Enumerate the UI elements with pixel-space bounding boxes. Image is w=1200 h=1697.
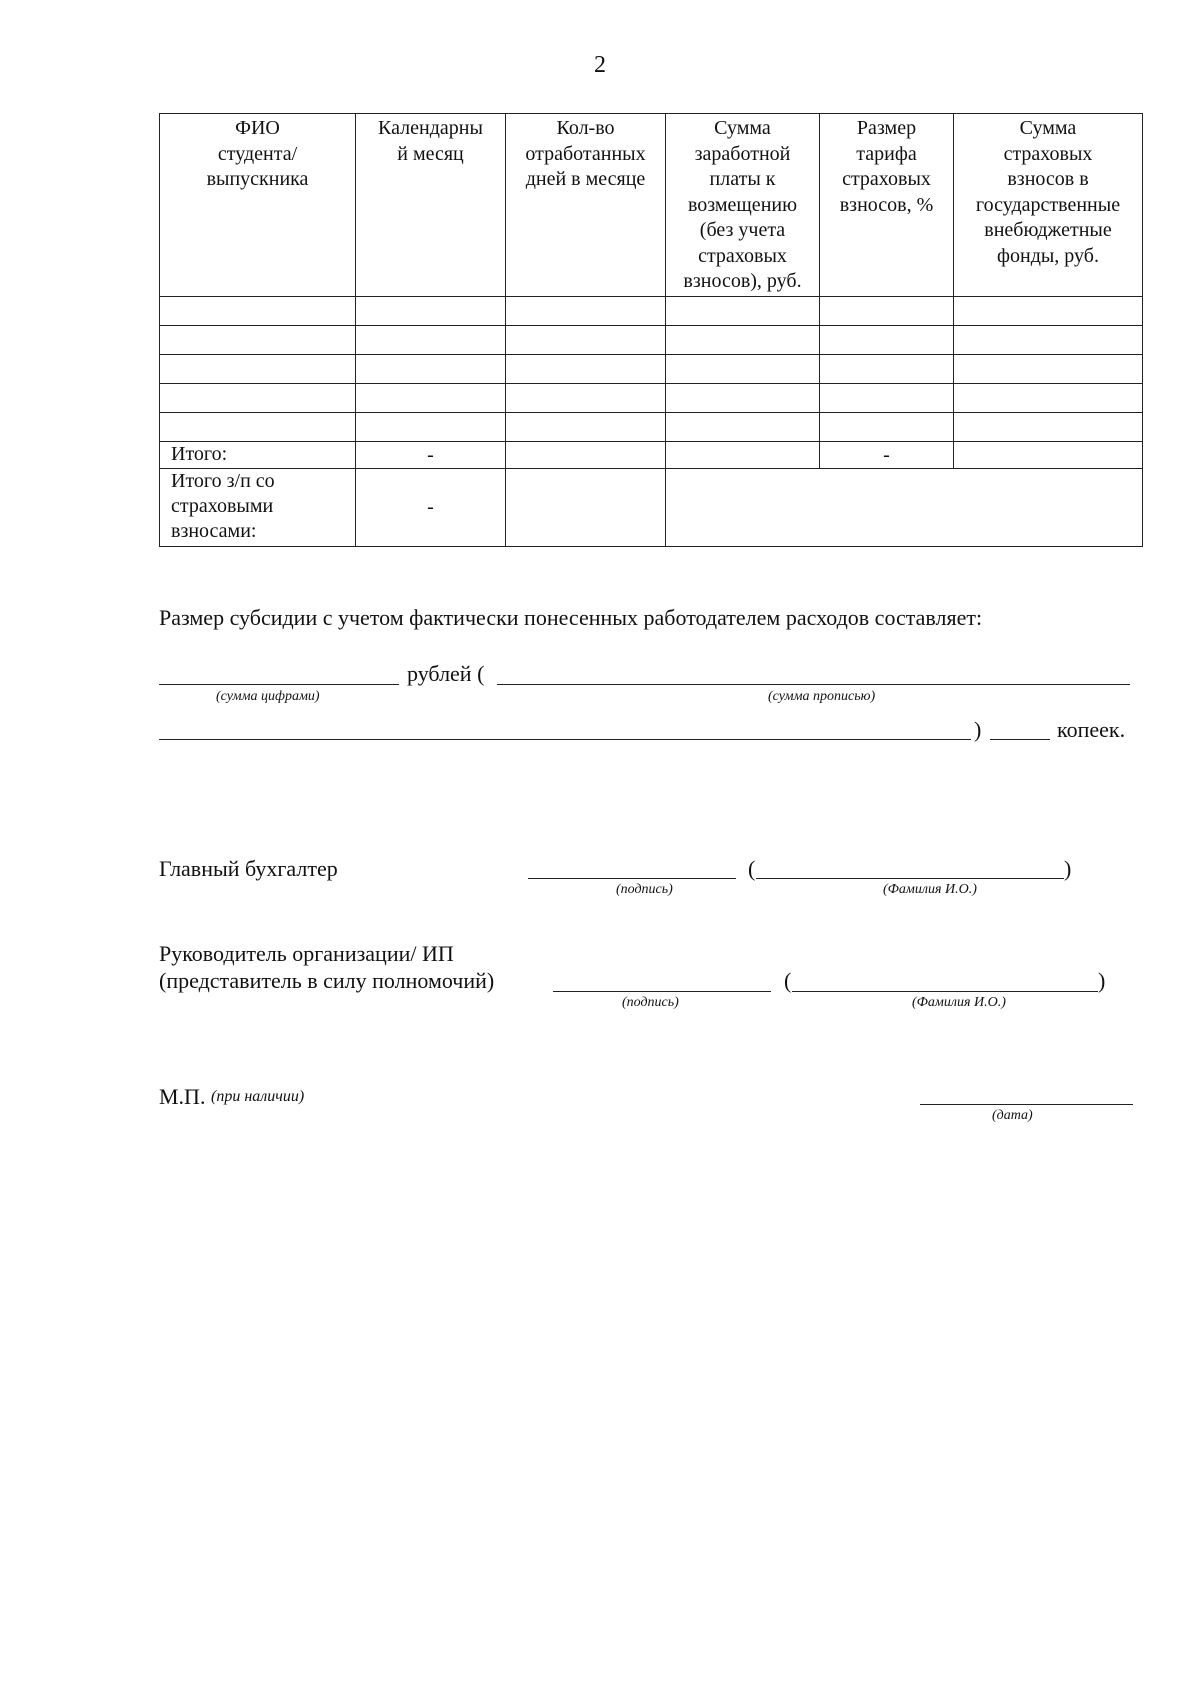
head-of-org-close-paren: ) bbox=[1098, 968, 1106, 993]
header-calendar-month: Календарны й месяц bbox=[356, 114, 506, 297]
hint-date: (дата) bbox=[992, 1108, 1033, 1123]
amount-close-paren: ) bbox=[974, 717, 982, 742]
table-cell[interactable] bbox=[954, 355, 1143, 384]
kopecks-field[interactable] bbox=[990, 739, 1050, 740]
total-with-contributions-days-cell[interactable] bbox=[506, 469, 666, 547]
amount-words-continuation-field[interactable] bbox=[159, 739, 971, 740]
amount-words-field[interactable] bbox=[497, 684, 1130, 685]
total-with-contributions-month-dash: - bbox=[356, 469, 506, 547]
table-row bbox=[160, 326, 1143, 355]
table-cell[interactable] bbox=[954, 297, 1143, 326]
total-with-contributions-row bbox=[160, 469, 1143, 547]
total-label: Итого: bbox=[160, 442, 356, 469]
rubles-word: рублей ( bbox=[407, 661, 485, 686]
table-cell[interactable] bbox=[506, 355, 666, 384]
total-row bbox=[160, 442, 1143, 469]
total-month-dash: - bbox=[356, 442, 506, 469]
total-days-cell[interactable] bbox=[506, 442, 666, 469]
table-cell[interactable] bbox=[506, 413, 666, 442]
amount-digits-field[interactable] bbox=[159, 684, 399, 685]
header-student-name: ФИО студента/ выпускника bbox=[160, 114, 356, 297]
head-of-org-hint-signature: (подпись) bbox=[622, 995, 679, 1010]
table-cell[interactable] bbox=[356, 413, 506, 442]
date-field[interactable] bbox=[920, 1104, 1133, 1105]
head-of-org-hint-name: (Фамилия И.О.) bbox=[912, 995, 1006, 1010]
table-cell[interactable] bbox=[666, 413, 820, 442]
table-cell[interactable] bbox=[506, 297, 666, 326]
chief-accountant-name-field[interactable] bbox=[756, 878, 1064, 879]
total-salary-cell[interactable] bbox=[666, 442, 820, 469]
table-cell[interactable] bbox=[506, 326, 666, 355]
table-row bbox=[160, 297, 1143, 326]
chief-accountant-hint-name: (Фамилия И.О.) bbox=[883, 882, 977, 897]
table-cell[interactable] bbox=[954, 413, 1143, 442]
table-cell[interactable] bbox=[356, 355, 506, 384]
head-of-org-label: Руководитель организации/ ИП bbox=[159, 941, 454, 966]
table-cell[interactable] bbox=[666, 355, 820, 384]
chief-accountant-label: Главный бухгалтер bbox=[159, 856, 338, 881]
header-contributions-amount: Сумма страховых взносов в государственные внебюджетные фонды, руб. bbox=[954, 114, 1143, 297]
table-cell[interactable] bbox=[666, 384, 820, 413]
table-cell[interactable] bbox=[356, 297, 506, 326]
chief-accountant-close-paren: ) bbox=[1064, 856, 1072, 881]
header-salary-amount: Сумма заработной платы к возмещению (без учета страховых взносов), руб. bbox=[666, 114, 820, 297]
table-cell[interactable] bbox=[356, 384, 506, 413]
hint-amount-digits: (сумма цифрами) bbox=[216, 689, 320, 704]
stamp-label: М.П. bbox=[159, 1084, 206, 1109]
table-cell[interactable] bbox=[160, 326, 356, 355]
table-row bbox=[160, 413, 1143, 442]
head-of-org-name-field[interactable] bbox=[792, 991, 1098, 992]
table-cell[interactable] bbox=[160, 413, 356, 442]
table-cell[interactable] bbox=[820, 384, 954, 413]
table-row bbox=[160, 355, 1143, 384]
hint-amount-words: (сумма прописью) bbox=[768, 689, 876, 704]
total-with-contributions-amount-cell[interactable] bbox=[666, 469, 1143, 547]
table-cell[interactable] bbox=[666, 297, 820, 326]
subsidy-sentence: Размер субсидии с учетом фактически понесенных работодателем расходов составляет: bbox=[159, 605, 983, 630]
stamp-note: (при наличии) bbox=[211, 1088, 305, 1105]
header-tariff-rate: Размер тарифа страховых взносов, % bbox=[820, 114, 954, 297]
table-cell[interactable] bbox=[820, 326, 954, 355]
table-cell[interactable] bbox=[160, 384, 356, 413]
head-of-org-signature-field[interactable] bbox=[553, 991, 771, 992]
table-cell[interactable] bbox=[954, 326, 1143, 355]
chief-accountant-open-paren: ( bbox=[748, 856, 756, 881]
table-cell[interactable] bbox=[820, 297, 954, 326]
table-cell[interactable] bbox=[954, 384, 1143, 413]
table-row bbox=[160, 384, 1143, 413]
subsidy-table bbox=[159, 113, 1143, 547]
table-cell[interactable] bbox=[820, 413, 954, 442]
chief-accountant-signature-field[interactable] bbox=[528, 878, 736, 879]
table-cell[interactable] bbox=[356, 326, 506, 355]
head-of-org-open-paren: ( bbox=[784, 968, 792, 993]
table-cell[interactable] bbox=[666, 326, 820, 355]
page-number: 2 bbox=[594, 52, 606, 78]
head-of-org-label-line2: (представитель в силу полномочий) bbox=[159, 968, 495, 993]
total-with-contributions-label: Итого з/п со страховыми взносами: bbox=[160, 469, 356, 547]
table-cell[interactable] bbox=[160, 297, 356, 326]
table-cell[interactable] bbox=[160, 355, 356, 384]
table-header-row bbox=[160, 114, 1143, 297]
table-cell[interactable] bbox=[820, 355, 954, 384]
total-contributions-cell[interactable] bbox=[954, 442, 1143, 469]
header-days-worked: Кол-во отработанных дней в месяце bbox=[506, 114, 666, 297]
kopecks-word: копеек. bbox=[1057, 717, 1126, 742]
total-tariff-dash: - bbox=[820, 442, 954, 469]
chief-accountant-hint-signature: (подпись) bbox=[616, 882, 673, 897]
table-cell[interactable] bbox=[506, 384, 666, 413]
